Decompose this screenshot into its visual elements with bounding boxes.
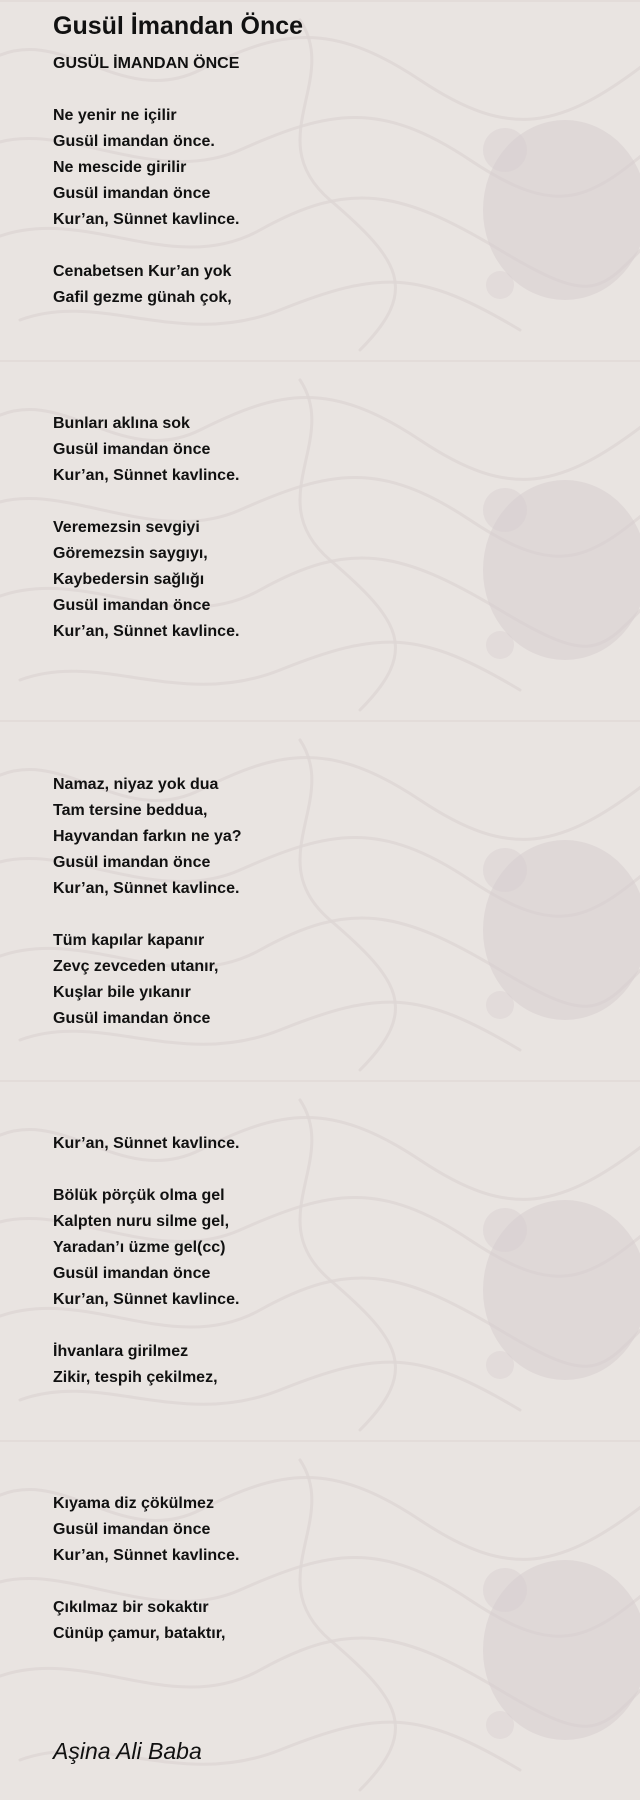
poem-line: Namaz, niyaz yok dua (53, 776, 219, 793)
stanza-2 (53, 259, 232, 311)
stanza-5 (53, 772, 242, 902)
author-name: Aşina Ali Baba (53, 1738, 202, 1764)
stanza-7 (53, 1131, 239, 1157)
poem-line: Gusül imandan önce (53, 1521, 211, 1538)
poem-line: Tüm kapılar kapanır (53, 932, 205, 949)
poem-line: Gusül imandan önce (53, 854, 211, 871)
poem-line: Yaradan’ı üzme gel(cc) (53, 1239, 226, 1256)
poem-line: Çıkılmaz bir sokaktır (53, 1599, 209, 1616)
poem-line: Gusül imandan önce (53, 1265, 211, 1282)
poem-line: Zevç zevceden utanır, (53, 958, 219, 975)
poem-line: Cünüp çamur, bataktır, (53, 1625, 226, 1642)
poem-line: Gusül imandan önce (53, 1010, 211, 1027)
poem-line: Gusül imandan önce (53, 597, 211, 614)
poem-line: Kuşlar bile yıkanır (53, 984, 191, 1001)
poem-line: Tam tersine beddua, (53, 802, 208, 819)
poem-line: Kur’an, Sünnet kavlince. (53, 1135, 240, 1152)
poem-line: Göremezsin saygıyı, (53, 545, 208, 562)
poem-line: Cenabetsen Kur’an yok (53, 263, 232, 280)
poem-line: Gusül imandan önce (53, 185, 211, 202)
stanza-8 (53, 1183, 239, 1313)
poem-line: Gusül imandan önce (53, 441, 211, 458)
page-title: Gusül İmandan Önce (53, 12, 304, 40)
poem-line: Kıyama diz çökülmez (53, 1495, 214, 1512)
poem-line: Kur’an, Sünnet kavlince. (53, 1291, 240, 1308)
poem-line: Kur’an, Sünnet kavlince. (53, 880, 240, 897)
poem-subtitle: GUSÜL İMANDAN ÖNCE (53, 55, 240, 72)
poem-line: Gafil gezme günah çok, (53, 289, 232, 306)
stanza-11 (53, 1595, 225, 1647)
stanza-10 (53, 1491, 239, 1569)
poem-line: Kaybedersin sağlığı (53, 571, 205, 588)
stanza-3 (53, 411, 239, 489)
poem-line: Gusül imandan önce. (53, 133, 215, 150)
poem-line: Kur’an, Sünnet kavlince. (53, 467, 240, 484)
stanza-9 (53, 1339, 218, 1391)
poem-line: Kalpten nuru silme gel, (53, 1213, 230, 1230)
poem-line: Bölük pörçük olma gel (53, 1187, 225, 1204)
stanza-1 (53, 103, 239, 233)
stanza-4 (53, 515, 239, 645)
poem-line: Kur’an, Sünnet kavlince. (53, 1547, 240, 1564)
poem-line: Ne yenir ne içilir (53, 107, 177, 124)
poem-line: Ne mescide girilir (53, 159, 187, 176)
poem-line: Veremezsin sevgiyi (53, 519, 200, 536)
poem-line: Zikir, tespih çekilmez, (53, 1369, 218, 1386)
poem-line: Kur’an, Sünnet kavlince. (53, 211, 240, 228)
poem-line: Kur’an, Sünnet kavlince. (53, 623, 240, 640)
poem-line: Hayvandan farkın ne ya? (53, 828, 242, 845)
poem-line: İhvanlara girilmez (53, 1343, 189, 1360)
poem-line: Bunları aklına sok (53, 415, 190, 432)
stanza-6 (53, 928, 218, 1032)
